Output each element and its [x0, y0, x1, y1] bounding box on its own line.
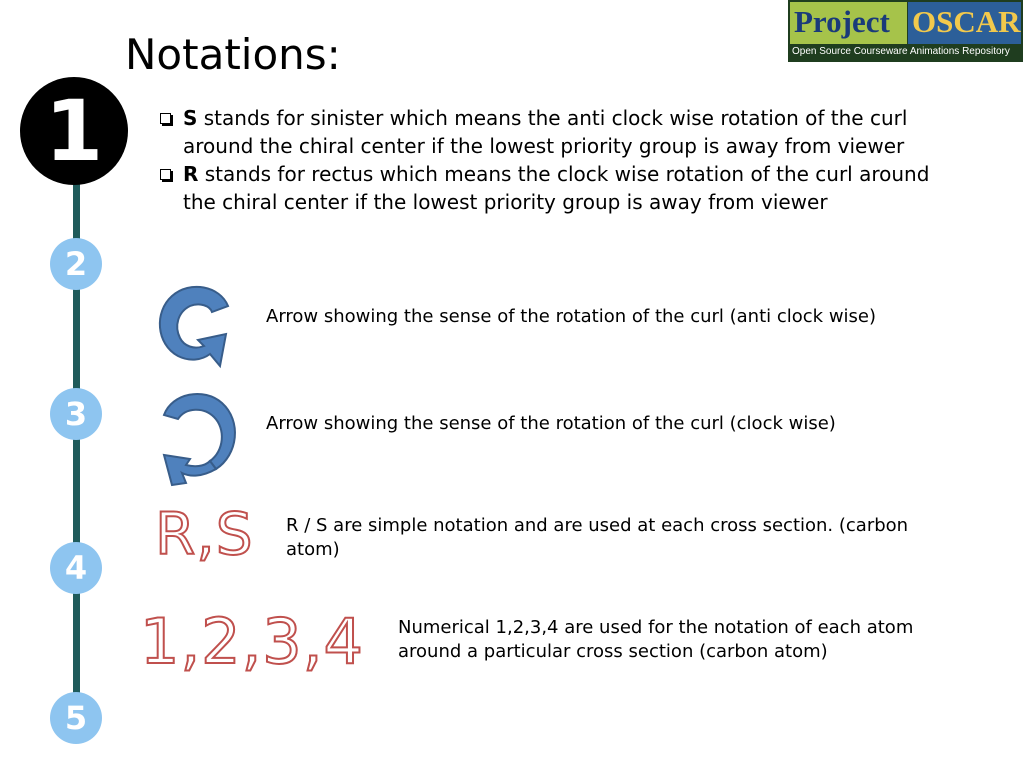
numbers-description: Numerical 1,2,3,4 are used for the notation of each atom around a particular cross section (carbon atom) — [398, 617, 914, 662]
numbers-wordart: 1,2,3,4 — [140, 605, 364, 678]
clockwise-description: Arrow showing the sense of the rotation of the curl (clock wise) — [266, 413, 836, 434]
clockwise-arrow-icon — [150, 385, 245, 490]
step-4-marker[interactable]: 4 — [50, 542, 102, 594]
logo-oscar-text: OSCAR — [912, 4, 1021, 39]
bullet-s — [160, 104, 960, 160]
bullet-r-letter: R — [183, 162, 199, 186]
checkbox-bullet-icon — [160, 113, 171, 124]
step-3-marker[interactable]: 3 — [50, 388, 102, 440]
bullet-r — [160, 160, 960, 216]
anticlockwise-description: Arrow showing the sense of the rotation of the curl (anti clock wise) — [266, 306, 877, 327]
bullet-r-text: stands for rectus which means the clock wise rotation of the curl around the chiral center if the lowest priority group is away from viewer — [183, 162, 930, 214]
step-2-marker[interactable]: 2 — [50, 238, 102, 290]
project-oscar-logo — [788, 0, 1023, 62]
logo-subtitle: Open Source Courseware Animations Repository — [792, 46, 1010, 57]
rs-description: R / S are simple notation and are used at each cross section. (carbon atom) — [286, 515, 909, 560]
bullet-s-letter: S — [183, 106, 198, 130]
step-5-marker[interactable]: 5 — [50, 692, 102, 744]
page-title: Notations: — [125, 30, 341, 79]
logo-project-text: Project — [794, 4, 890, 39]
checkbox-bullet-icon — [160, 169, 171, 180]
step-1-marker[interactable]: 1 — [20, 77, 128, 185]
anticlockwise-arrow-icon — [150, 278, 245, 373]
rs-wordart: R,S — [155, 500, 254, 568]
bullet-s-text: stands for sinister which means the anti clock wise rotation of the curl around the chiral center if the lowest priority group is away from viewer — [183, 106, 908, 158]
definition-list — [160, 104, 960, 216]
